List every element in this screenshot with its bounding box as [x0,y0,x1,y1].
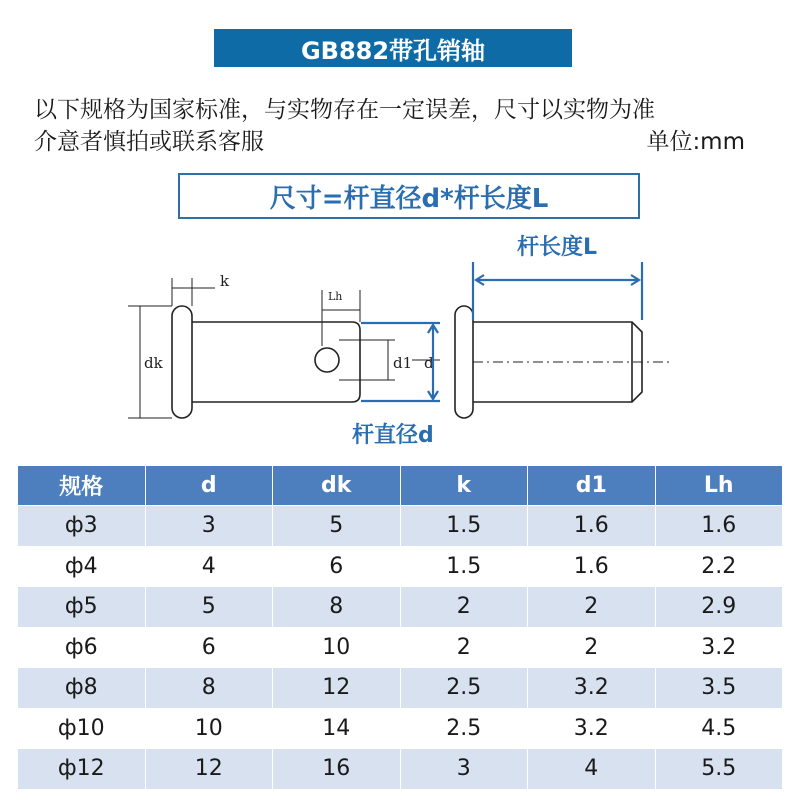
cell-spec: ф5 [18,587,146,628]
dim-k-label: k [220,272,230,290]
cell-spec: ф12 [18,749,146,790]
cell-d: 8 [145,668,273,709]
disclaimer-line: 以下规格为国家标准，与实物存在一定误差，尺寸以实物为准 [34,97,655,123]
cell-spec: ф8 [18,668,146,709]
cell-lh: 1.6 [655,506,783,547]
cell-lh: 3.5 [655,668,783,709]
cell-d: 5 [145,587,273,628]
table-header-row [18,466,783,506]
cell-d: 10 [145,708,273,749]
cell-d1: 1.6 [528,506,656,547]
cell-d: 6 [145,627,273,668]
cell-d1: 3.2 [528,708,656,749]
cell-k: 2.5 [400,708,528,749]
cell-lh: 4.5 [655,708,783,749]
pin-shank [192,322,360,402]
dim-d1-label: d1 [393,354,413,372]
right-pin [455,306,670,418]
cell-d: 4 [145,546,273,587]
cell-d1: 2 [528,587,656,628]
cell-k: 3 [400,749,528,790]
header-lh: Lh [655,466,783,506]
header-dk: dk [273,466,401,506]
cell-d1: 1.6 [528,546,656,587]
cell-k: 1.5 [400,546,528,587]
cell-k: 2 [400,587,528,628]
cell-lh: 2.2 [655,546,783,587]
cell-d: 12 [145,749,273,790]
dim-d-label: d [424,354,434,372]
cell-k: 1.5 [400,506,528,547]
page-title: GB882带孔销轴 [214,29,572,67]
cell-d: 3 [145,506,273,547]
cell-lh: 3.2 [655,627,783,668]
cell-spec: ф10 [18,708,146,749]
unit-label: 单位:mm [646,129,745,155]
cell-dk: 10 [273,627,401,668]
cell-dk: 6 [273,546,401,587]
header-spec: 规格 [18,466,146,506]
table-row [18,668,783,709]
dim-lh-label: Lh [328,290,343,303]
diameter-label: 杆直径d [352,423,434,448]
left-pin [172,306,360,418]
pin-head-side [455,306,473,418]
header-k: k [400,466,528,506]
table-row [18,546,783,587]
dim-dk-label: dk [144,354,163,372]
cell-spec: ф3 [18,506,146,547]
cell-k: 2 [400,627,528,668]
cell-spec: ф6 [18,627,146,668]
cell-d1: 4 [528,749,656,790]
pin-head [172,306,192,418]
contact-note: 介意者慎拍或联系客服 [34,129,264,155]
table-row [18,587,783,628]
cell-dk: 5 [273,506,401,547]
cell-d1: 2 [528,627,656,668]
header-d1: d1 [528,466,656,506]
table-row [18,627,783,668]
cell-dk: 14 [273,708,401,749]
left-dimensions [128,278,440,418]
length-marker [473,262,642,320]
cell-dk: 12 [273,668,401,709]
table-row [18,749,783,790]
cell-lh: 5.5 [655,749,783,790]
cell-spec: ф4 [18,546,146,587]
cell-lh: 2.9 [655,587,783,628]
table-row [18,506,783,547]
header-d: d [145,466,273,506]
spec-table [17,465,783,790]
cell-k: 2.5 [400,668,528,709]
size-formula: 尺寸=杆直径d*杆长度L [269,183,549,214]
cross-hole [315,348,339,372]
cell-d1: 3.2 [528,668,656,709]
cell-dk: 16 [273,749,401,790]
table-row [18,708,783,749]
cell-dk: 8 [273,587,401,628]
length-label: 杆长度L [517,235,598,260]
